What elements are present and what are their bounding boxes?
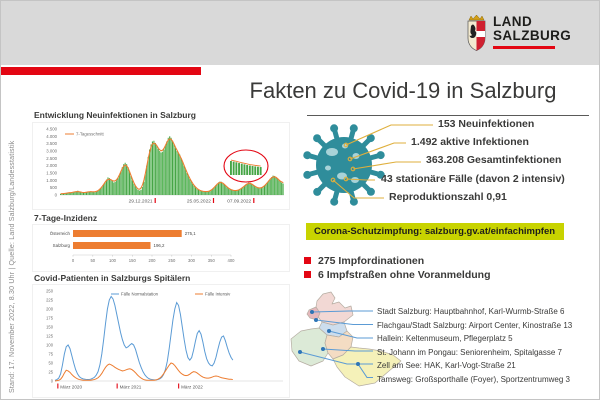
svg-text:07.09.2022: 07.09.2022	[227, 199, 252, 205]
location-tamsweg: Tamsweg: Großsporthalle (Foyer), Sportzentrumweg 3	[377, 374, 570, 384]
stat-active-infections: 1.492 aktive Infektionen	[411, 136, 529, 148]
location-hallein: Hallein: Keltenmuseum, Pflegerplatz 5	[377, 334, 513, 343]
source-note: Stand: 17. November 2022, 8.30 Uhr | Quelle: Land Salzburg/Landesstatistik	[9, 140, 16, 393]
svg-text:2.000: 2.000	[46, 163, 57, 169]
svg-text:400: 400	[227, 258, 235, 263]
logo-line1: LAND	[493, 14, 533, 29]
svg-text:1.000: 1.000	[46, 177, 57, 183]
chart2-title: 7-Tage-Inzidenz	[34, 213, 98, 223]
svg-text:März 2021: März 2021	[119, 384, 142, 390]
svg-text:4.000: 4.000	[46, 133, 57, 139]
svg-text:7-Tagesschnitt: 7-Tagesschnitt	[76, 131, 104, 137]
stat-reproduction-number: Reproduktionszahl 0,91	[389, 191, 507, 203]
svg-text:150: 150	[46, 324, 53, 330]
stat-total-infections: 363.208 Gesamtinfektionen	[426, 154, 562, 166]
svg-text:225: 225	[46, 297, 53, 303]
location-flachgau: Flachgau/Stadt Salzburg: Airport Center, Kinostraße 13	[377, 320, 573, 330]
svg-text:300: 300	[188, 258, 195, 263]
bullet-impfordinationen: 275 Impfordinationen	[304, 254, 491, 268]
svg-text:3.500: 3.500	[46, 141, 57, 147]
chart1-title: Entwicklung Neuinfektionen in Salzburg	[34, 110, 196, 120]
svg-text:1.500: 1.500	[46, 170, 57, 176]
svg-text:4.500: 4.500	[46, 126, 57, 132]
svg-text:150: 150	[128, 258, 136, 263]
district-pinzgau	[291, 328, 328, 366]
svg-text:25: 25	[48, 369, 53, 375]
svg-text:Österreich: Österreich	[49, 231, 70, 237]
bullet-impfstrassen: 6 Impfstraßen ohne Voranmeldung	[304, 268, 491, 282]
chart-new-infections	[32, 122, 290, 210]
chart3-title: Covid-Patienten in Salzburgs Spitälern	[34, 273, 191, 283]
chart-incidence	[32, 224, 290, 272]
land-salzburg-logo	[465, 12, 595, 54]
logo-red-underline	[493, 46, 555, 49]
svg-text:Salzburg: Salzburg	[52, 243, 70, 249]
location-zell-am-see: Zell am See: HAK, Karl-Vogt-Straße 21	[377, 361, 516, 370]
stat-hospital-cases: 43 stationäre Fälle (davon 2 intensiv)	[381, 173, 565, 185]
svg-text:350: 350	[207, 258, 215, 263]
chart-hospital	[32, 284, 290, 398]
page-title: Fakten zu Covid-19 in Salzburg	[249, 78, 557, 103]
svg-text:50: 50	[90, 258, 96, 263]
svg-text:196,2: 196,2	[153, 243, 165, 249]
svg-text:200: 200	[46, 306, 53, 312]
svg-text:25.05.2022: 25.05.2022	[186, 199, 211, 205]
svg-text:März 2022: März 2022	[181, 384, 203, 390]
stat-new-infections: 153 Neuinfektionen	[438, 118, 535, 130]
svg-text:75: 75	[48, 351, 53, 357]
svg-text:0: 0	[71, 258, 75, 263]
location-stadt-salzburg: Stadt Salzburg: Hauptbahnhof, Karl-Wurmb-Straße 6	[377, 307, 565, 316]
svg-text:175: 175	[46, 315, 53, 321]
red-square-bullet-icon	[304, 271, 311, 278]
svg-text:250: 250	[46, 288, 53, 294]
svg-text:275,1: 275,1	[184, 231, 196, 237]
red-accent-bar	[1, 67, 201, 75]
svg-text:3.000: 3.000	[46, 148, 57, 154]
svg-text:125: 125	[46, 333, 53, 339]
svg-text:März 2020: März 2020	[60, 384, 83, 390]
svg-text:0: 0	[50, 378, 53, 384]
logo-line2: SALZBURG	[493, 28, 572, 43]
salzburg-crest-icon	[465, 14, 488, 51]
svg-text:50: 50	[48, 360, 53, 366]
svg-text:250: 250	[168, 258, 176, 263]
vaccination-list	[304, 254, 491, 282]
svg-text:100: 100	[46, 342, 53, 348]
svg-text:29.12.2021: 29.12.2021	[128, 199, 153, 205]
svg-text:0: 0	[54, 192, 57, 198]
vaccination-banner: Corona-Schutzimpfung: salzburg.gv.at/einfachimpfen	[306, 223, 564, 240]
svg-text:2.500: 2.500	[46, 155, 57, 161]
svg-text:200: 200	[148, 258, 156, 263]
svg-text:100: 100	[109, 258, 116, 263]
svg-text:Fälle Intensiv: Fälle Intensiv	[205, 291, 231, 297]
svg-text:Fälle Normalstation: Fälle Normalstation	[121, 291, 159, 297]
svg-text:500: 500	[49, 185, 57, 191]
red-square-bullet-icon	[304, 257, 311, 264]
location-st-johann: St. Johann im Pongau: Seniorenheim, Spitalgasse 7	[377, 347, 563, 357]
